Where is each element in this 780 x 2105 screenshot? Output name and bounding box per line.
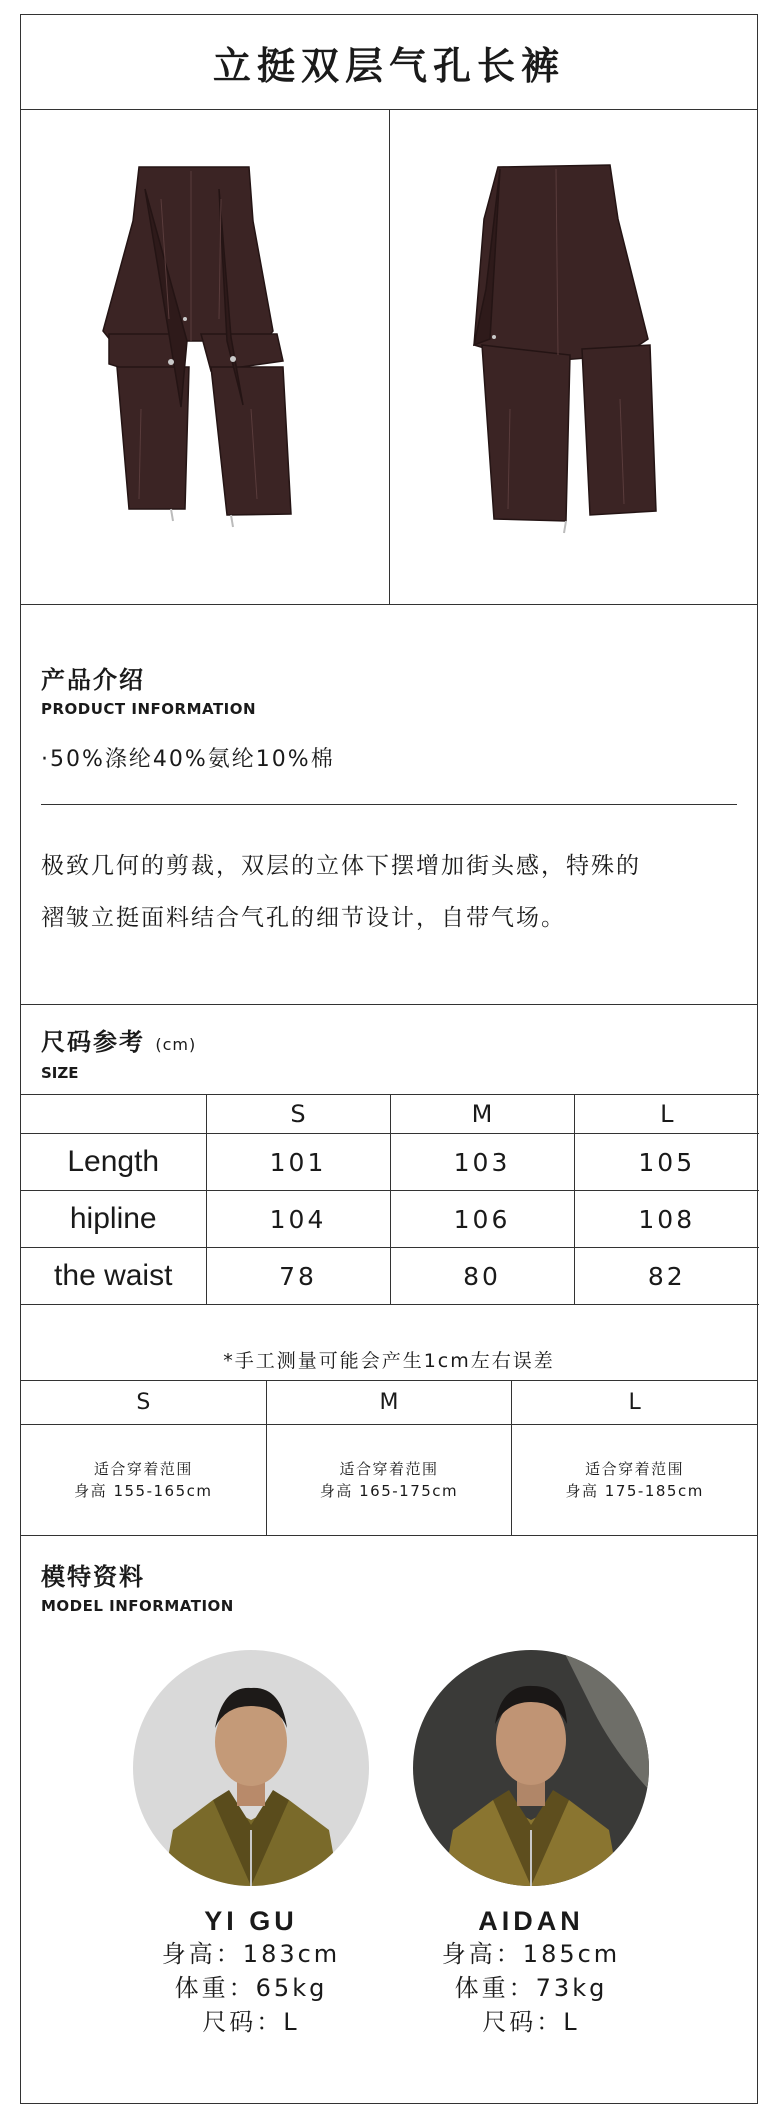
fit-size-label: M	[267, 1380, 512, 1425]
title-box	[21, 15, 757, 110]
table-cell: 82	[574, 1248, 759, 1305]
avatar	[133, 1650, 369, 1886]
model-info-subtitle: MODEL INFORMATION	[41, 1597, 234, 1615]
product-info-section	[21, 604, 757, 1005]
size-column-header: M	[390, 1095, 574, 1134]
pants-back-image	[390, 109, 757, 604]
model-weight: 体重：65kg	[174, 1974, 328, 2002]
size-column-header: S	[206, 1095, 390, 1134]
measurement-note: *手工测量可能会产生1cm左右误差	[21, 1338, 757, 1381]
model-card	[131, 1650, 371, 2039]
photo-back	[389, 109, 758, 604]
size-section-header	[21, 1004, 757, 1094]
fit-size-label: S	[21, 1380, 266, 1425]
table-cell: 103	[390, 1134, 574, 1191]
page-title: 立挺双层气孔长裤	[212, 43, 565, 88]
size-column-header: L	[574, 1095, 759, 1134]
model-weight: 体重：73kg	[454, 1974, 608, 2002]
size-title	[41, 1022, 196, 1057]
pants-front-image	[21, 109, 388, 604]
size-table-corner	[21, 1095, 206, 1134]
size-title-text: 尺码参考	[41, 1028, 145, 1056]
size-subtitle: SIZE	[41, 1064, 79, 1082]
model-photo	[413, 1650, 649, 1886]
table-cell: 78	[206, 1248, 390, 1305]
row-label: the waist	[21, 1248, 206, 1305]
table-cell: 106	[390, 1191, 574, 1248]
table-row	[21, 1134, 759, 1191]
table-cell: 101	[206, 1134, 390, 1191]
model-info-title: 模特资料	[41, 1563, 145, 1591]
description-line: 褶皱立挺面料结合气孔的细节设计，自带气场。	[41, 905, 566, 931]
table-cell: 80	[390, 1248, 574, 1305]
table-row	[21, 1191, 759, 1248]
model-card	[411, 1650, 651, 2039]
model-size: 尺码：L	[202, 2008, 300, 2036]
table-cell: 104	[206, 1191, 390, 1248]
table-cell: 105	[574, 1134, 759, 1191]
row-label: Length	[21, 1134, 206, 1191]
model-height: 身高：185cm	[441, 1940, 621, 1968]
product-info-title: 产品介绍	[41, 666, 145, 694]
size-table	[21, 1094, 759, 1305]
fit-column-s	[21, 1380, 266, 1535]
model-info-section	[21, 1535, 757, 2105]
fit-range	[267, 1425, 512, 1535]
size-table-header-row	[21, 1095, 759, 1134]
model-photo	[133, 1650, 369, 1886]
model-name: AIDAN	[478, 1906, 584, 1936]
avatar	[413, 1650, 649, 1886]
fit-range-height: 身高 165-175cm	[319, 1482, 459, 1500]
table-row	[21, 1248, 759, 1305]
fit-range-table	[21, 1380, 757, 1536]
fit-size-label: L	[512, 1380, 757, 1425]
photo-front	[21, 109, 389, 604]
product-photos	[21, 109, 757, 605]
info-divider	[41, 804, 737, 805]
fit-range	[512, 1425, 757, 1535]
table-cell: 108	[574, 1191, 759, 1248]
fit-range-height: 身高 155-165cm	[74, 1482, 213, 1500]
model-name: YI GU	[204, 1906, 298, 1936]
fit-column-l	[511, 1380, 757, 1535]
size-unit: (cm)	[155, 1035, 197, 1054]
fit-column-m	[266, 1380, 512, 1535]
model-list	[131, 1650, 651, 2039]
page-frame	[20, 14, 758, 2104]
material-composition: ·50%涤纶40%氨纶10%棉	[41, 747, 335, 772]
description-line: 极致几何的剪裁，双层的立体下摆增加街头感，特殊的	[41, 853, 641, 879]
fit-range-height: 身高 175-185cm	[565, 1482, 704, 1500]
model-size: 尺码：L	[482, 2008, 580, 2036]
product-description	[41, 840, 727, 944]
fit-range-label: 适合穿着范围	[585, 1460, 685, 1478]
fit-range	[21, 1425, 266, 1535]
product-info-subtitle: PRODUCT INFORMATION	[41, 700, 257, 718]
model-height: 身高：183cm	[161, 1940, 341, 1968]
row-label: hipline	[21, 1191, 206, 1248]
fit-range-label: 适合穿着范围	[339, 1460, 439, 1478]
fit-range-label: 适合穿着范围	[93, 1460, 193, 1478]
